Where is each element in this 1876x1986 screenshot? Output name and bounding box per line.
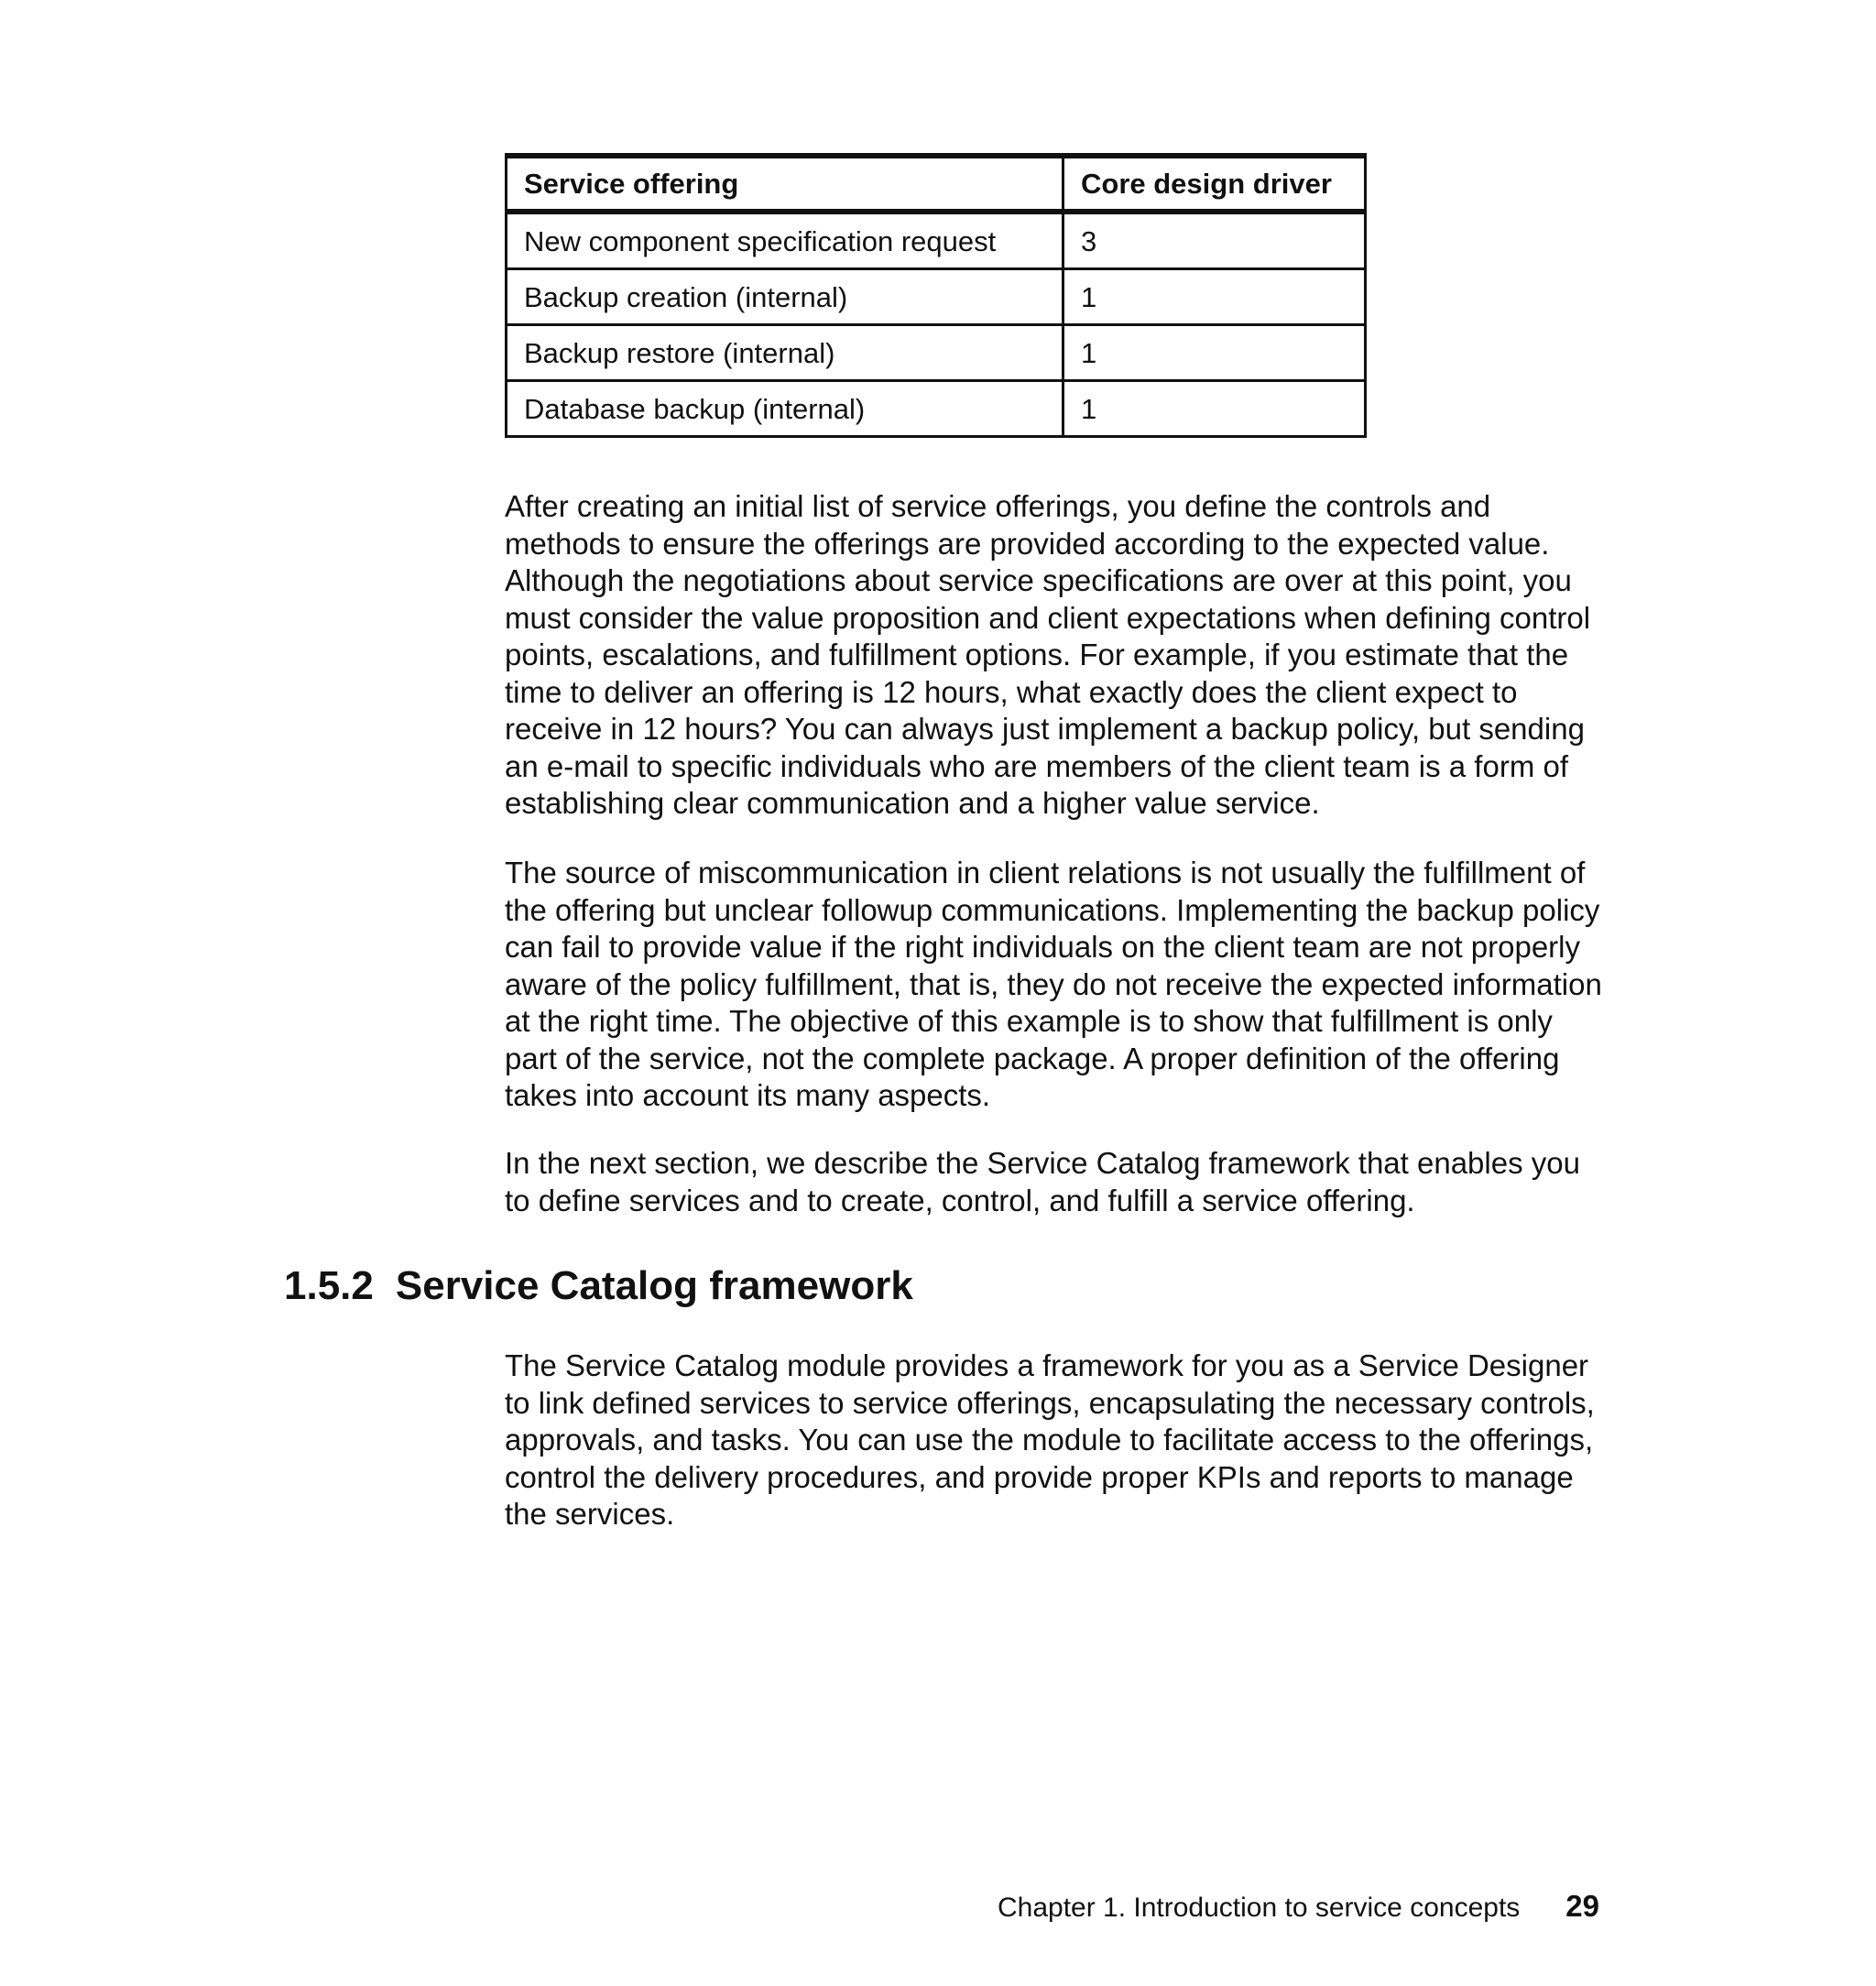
cell-service-offering: Backup creation (internal) <box>507 269 1063 325</box>
cell-service-offering: Database backup (internal) <box>507 381 1063 437</box>
section-number: 1.5.2 <box>284 1263 374 1308</box>
column-header-core-design-driver: Core design driver <box>1063 156 1366 212</box>
body-paragraph-2: The source of miscommunication in client relations is not usually the fulfillment of the offering but unclear followup communications. Implementing the backup policy can fail to provide value if the right individuals on the client team are not properly aware of the policy fulfillment, that is, they do not receive the expected information at the right time. The objective of this example is to show that fulfillment is only part of the service, not the complete package. A proper definition of the offering takes into account its many aspects. <box>505 856 1602 1112</box>
section-title: Service Catalog framework <box>395 1263 913 1308</box>
body-paragraph-3: In the next section, we describe the Service Catalog framework that enables you to define services and to create, control, and fulfill a service offering. <box>505 1146 1580 1217</box>
table-row <box>507 269 1366 325</box>
cell-core-design-driver: 1 <box>1063 381 1366 437</box>
cell-service-offering: New component specification request <box>507 212 1063 269</box>
column-header-service-offering: Service offering <box>507 156 1063 212</box>
table-row <box>507 212 1366 269</box>
page-footer <box>998 1891 1599 1922</box>
table-row <box>507 381 1366 437</box>
section-heading <box>284 1264 913 1308</box>
page-number: 29 <box>1565 1889 1599 1923</box>
footer-chapter-title: Chapter 1. Introduction to service concepts <box>997 1893 1521 1923</box>
section-paragraph: The Service Catalog module provides a framework for you as a Service Designer to link defined services to service offerings, encapsulating the necessary controls, approvals, and tasks. You can use the module to facilitate access to the offerings, control the delivery procedures, and provide proper KPIs and reports to manage the services. <box>505 1348 1595 1531</box>
cell-core-design-driver: 1 <box>1063 269 1366 325</box>
table-row <box>507 325 1366 381</box>
body-paragraph-1: After creating an initial list of service offerings, you define the controls and methods to ensure the offerings are provided according to the expected value. Although the negotiations about service specifications are over at this point, you must consider the value proposition and client expectations when defining control points, escalations, and fulfillment options. For example, if you estimate that the time to deliver an offering is 12 hours, what exactly does the client expect to receive in 12 hours? You can always just implement a backup policy, but sending an e-mail to specific individuals who are members of the client team is a form of establishing clear communication and a higher value service. <box>505 489 1591 820</box>
cell-core-design-driver: 3 <box>1063 212 1366 269</box>
cell-service-offering: Backup restore (internal) <box>507 325 1063 381</box>
service-offering-table <box>505 153 1367 438</box>
table-header-row <box>507 156 1366 212</box>
cell-core-design-driver: 1 <box>1063 325 1366 381</box>
